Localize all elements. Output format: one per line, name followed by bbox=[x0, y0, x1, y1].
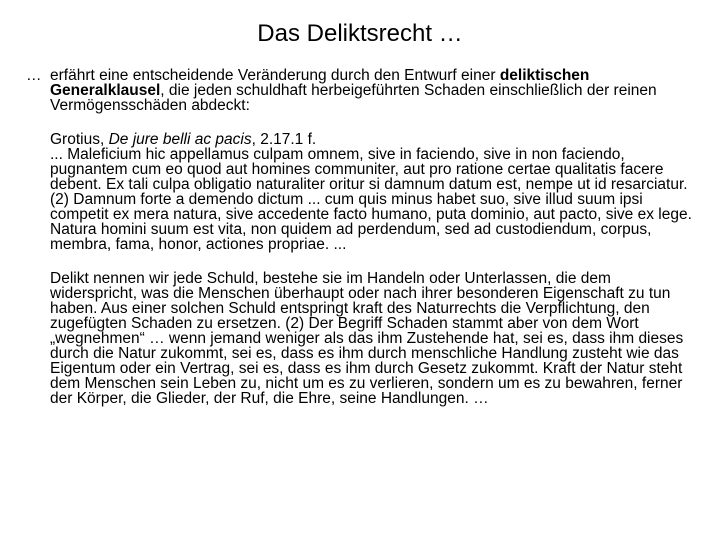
citation-line bbox=[50, 132, 702, 147]
citation-work: De jure belli ac pacis bbox=[108, 131, 252, 148]
citation-ref: , 2.17.1 f. bbox=[251, 131, 317, 148]
intro-text bbox=[50, 68, 702, 113]
intro-paragraph bbox=[26, 68, 702, 113]
spacer bbox=[26, 113, 702, 132]
german-translation: Delikt nennen wir jede Schuld, bestehe sie im Handeln oder Unterlassen, die dem widerspricht, was die Menschen überhaupt oder nach ihrer besonderen Eigenschaft zu tun haben. Aus einer solchen Schuld entspringt kraft des Naturrechts die Verpflichtung, den zugefügten Schaden zu ersetzen. (2) Der Begriff Schaden stammt aber von dem Wort „wegnehmen“ … wenn jemand weniger als das ihm Zustehende hat, sei es, dass ihm dieses durch die Natur zukommt, sei es, dass es ihm durch menschliche Handlung zusteht wie das Eigentum oder ein Vertrag, sei es, dass es ihm durch Gesetz zukommt. Kraft der Natur steht dem Menschen sein Leben zu, nicht um es zu verlieren, sondern um es zu bewahren, ferner der Körper, die Glieder, der Ruf, die Ehre, seine Handlungen. … bbox=[50, 270, 684, 407]
citation-author: Grotius, bbox=[50, 131, 109, 148]
intro-text-after: , die jeden schuldhaft herbeigeführten Schaden einschließlich der reinen Vermögensschäden abdeckt: bbox=[50, 82, 657, 114]
spacer bbox=[26, 252, 702, 271]
ellipsis-bullet: … bbox=[26, 67, 42, 84]
intro-bold-term: deliktischen Generalklausel bbox=[50, 67, 590, 99]
latin-quote: ... Maleficium hic appellamus culpam omnem, sive in faciendo, sive in non faciendo, pugnantem cum eo quod aut homines communiter, aut pro ratione certae qualitatis facere debent. Ex tali culpa obligatio naturaliter oritur si damnum datum est, nempe ut id resarciatur. (2) Damnum forte a demendo dictum ... cum quis minus habet suo, sive illud suum ipsi competit ex mera natura, sive accedente facto humano, puta dominio, aut pacto, sive ex lege. Natura homini suum est vita, non quidem ad perdendum, sed ad custodiendum, corpus, membra, fama, honor, actiones propriae. ... bbox=[50, 146, 692, 253]
citation-block bbox=[26, 132, 702, 252]
intro-text-before: erfährt eine entscheidende Veränderung durch den Entwurf einer bbox=[50, 67, 500, 84]
slide-title: Das Deliktsrecht … bbox=[257, 20, 463, 47]
slide-body bbox=[26, 68, 702, 406]
translation-block bbox=[26, 271, 702, 406]
